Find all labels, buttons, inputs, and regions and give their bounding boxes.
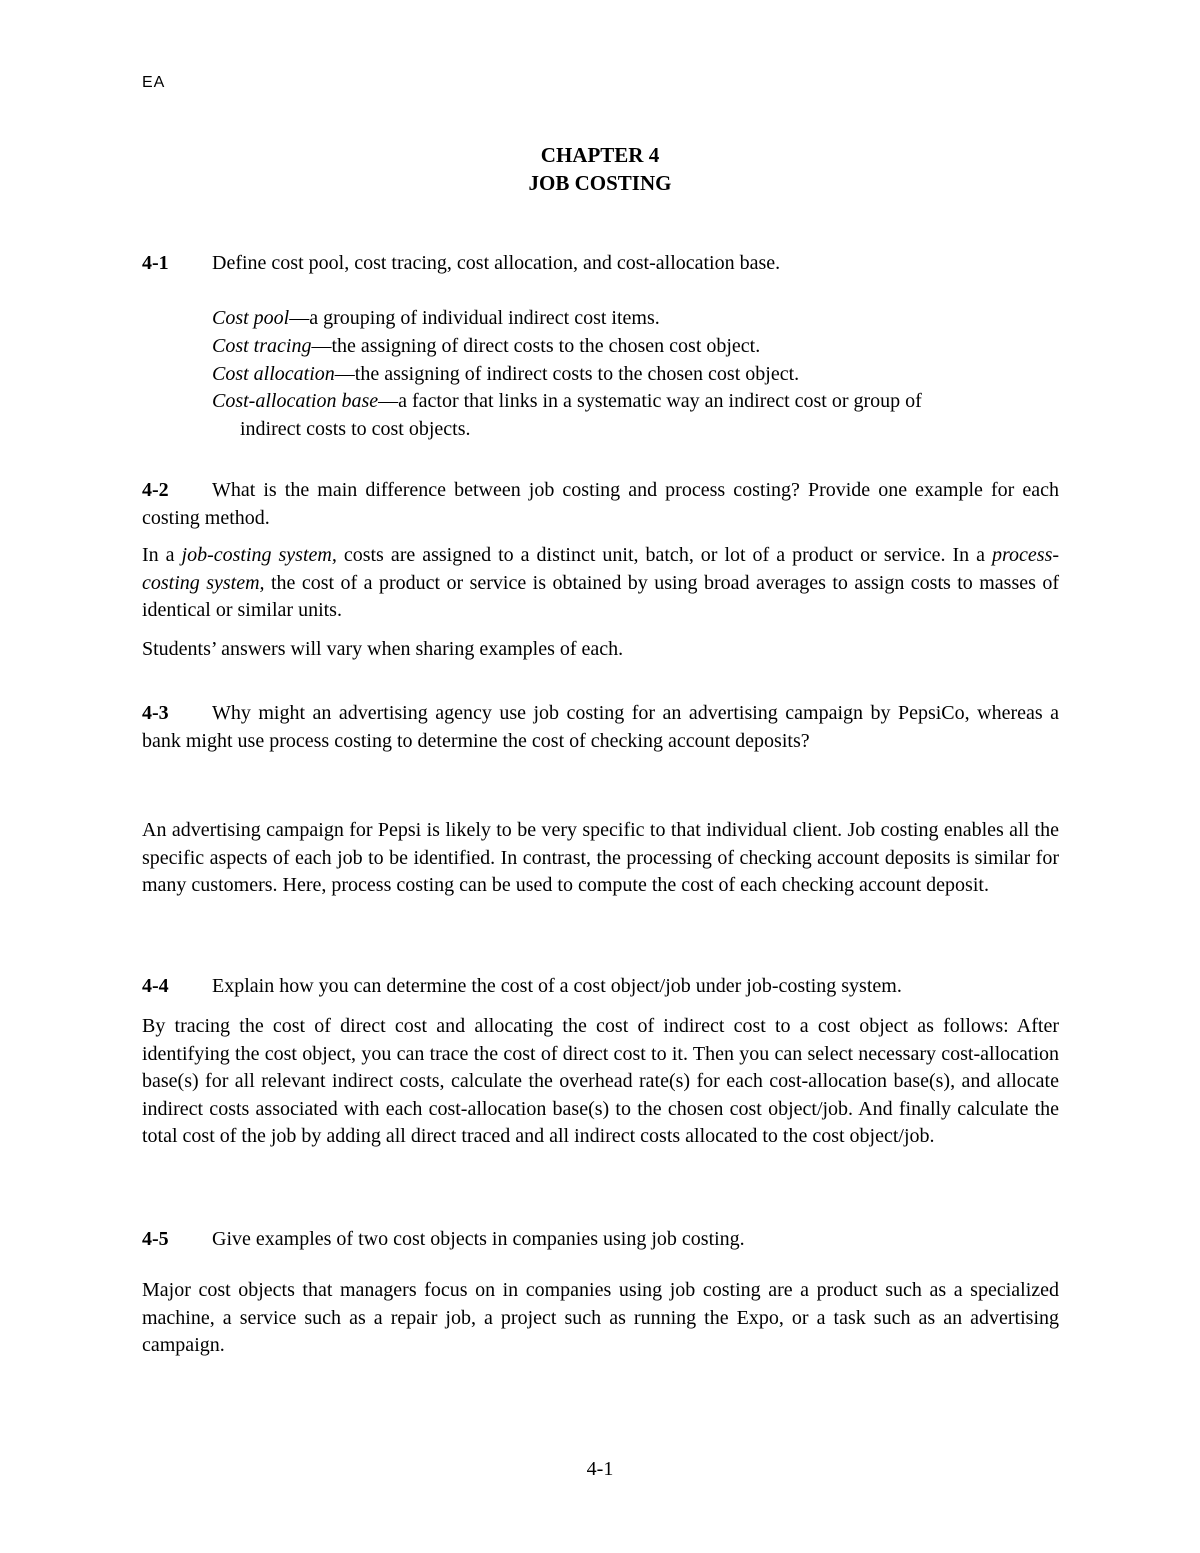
answer-text: costs are assigned to a distinct unit, batch, or lot of a product or service. — [336, 544, 946, 566]
definition-item — [212, 305, 1059, 333]
definition-term: Cost tracing — [212, 334, 312, 357]
definition-text: —the assigning of indirect costs to the chosen cost object. — [334, 362, 800, 385]
definition-item — [212, 388, 1059, 416]
question-text: Explain how you can determine the cost of a cost object/job under job-costing system. — [212, 975, 902, 997]
answer-4-5: Major cost objects that managers focus on in companies using job costing are a product such as a specialized machine, a service such as a repair job, a project such as running the Expo, or a task such as an advertising campaign. — [142, 1279, 1059, 1356]
question-text: Give examples of two cost objects in companies using job costing. — [212, 1228, 745, 1250]
definition-term: Cost allocation — [212, 362, 335, 385]
answer-term: process-costing system, — [142, 544, 1060, 594]
question-text: What is the main difference between job costing and process costing? Provide one example for each costing method. — [142, 479, 1059, 529]
answer-4-4: By tracing the cost of direct cost and allocating the cost of indirect cost to a cost object as follows: After identifying the cost object, you can trace the cost of direct cost to it. Then you can select necessary cost-allocation base(s) for all relevant indirect costs, calculate the overhead rate(s) for each cost-allocation base(s), and allocate indirect costs associated with each cost-allocation base(s) to the chosen cost object/job. And finally calculate the total cost of the job by adding all direct traced and all indirect costs allocated to the cost object/job. — [142, 1015, 1059, 1147]
definition-continuation: indirect costs to cost objects. — [240, 418, 471, 441]
definition-term: Cost pool — [212, 307, 290, 329]
answer-term: job-costing system, — [181, 544, 337, 566]
answer-4-3: An advertising campaign for Pepsi is likely to be very specific to that individual client. Job costing enables all the specific aspects of each job to be identified. In contrast, the processing of checking account deposits is similar for many customers. Here, process costing can be used to compute the cost of each checking account deposit. — [142, 819, 1059, 896]
question-4-5 — [142, 1226, 1059, 1254]
definitions-list — [212, 305, 1059, 444]
answer-4-2-part2: Students’ answers will vary when sharing examples of each. — [142, 638, 624, 660]
chapter-title: JOB COSTING — [528, 171, 672, 195]
definition-text: —the assigning of direct costs to the chosen cost object. — [311, 334, 761, 357]
chapter-number: CHAPTER 4 — [540, 143, 660, 167]
question-text: Why might an advertising agency use job costing for an advertising campaign by PepsiCo, whereas a bank might use process costing to determine the cost of checking account deposits? — [142, 702, 1059, 752]
question-4-3 — [142, 700, 1059, 755]
question-number: 4-1 — [142, 252, 169, 274]
definition-term: Cost-allocation base — [212, 390, 379, 413]
answer-text: In a — [952, 544, 992, 566]
question-text: Define cost pool, cost tracing, cost allocation, and cost-allocation base. — [212, 252, 781, 274]
question-number: 4-2 — [142, 479, 169, 501]
header-label: EA — [142, 74, 166, 91]
question-4-4 — [142, 973, 1059, 1001]
definition-text: —a grouping of individual indirect cost items. — [289, 307, 660, 329]
question-number: 4-5 — [142, 1228, 169, 1250]
definition-text: —a factor that links in a systematic way an indirect cost or group of — [378, 390, 922, 413]
definition-item — [212, 361, 1059, 389]
definition-item — [212, 333, 1059, 361]
answer-text: the cost of a product or service is obtained by using broad averages to assign costs to masses of identical or similar units. — [142, 571, 1060, 621]
question-4-2 — [142, 477, 1059, 532]
question-4-1 — [142, 250, 1059, 278]
question-number: 4-4 — [142, 975, 169, 997]
question-number: 4-3 — [142, 702, 169, 724]
answer-4-2-part1 — [142, 542, 1059, 625]
page-number: 4-1 — [586, 1458, 614, 1480]
answer-text: In a — [142, 544, 182, 566]
